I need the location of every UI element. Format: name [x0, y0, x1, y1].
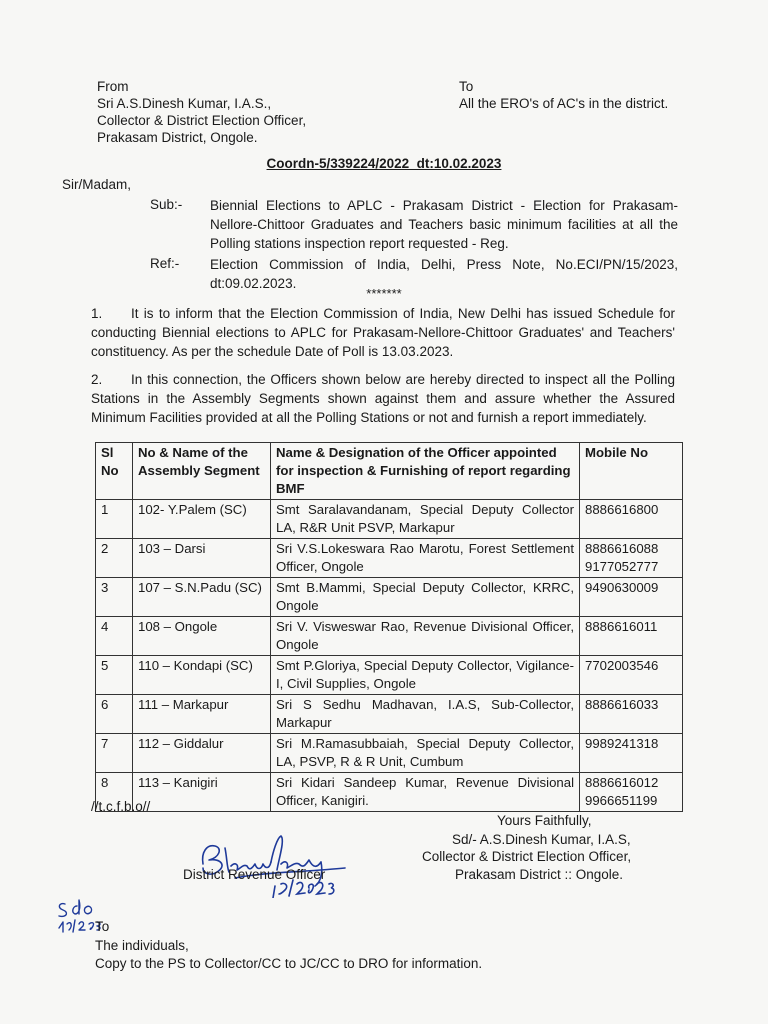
closing-yours-faithfully: Yours Faithfully, [497, 813, 592, 828]
mobile-number: 9966651199 [585, 793, 658, 808]
paragraph-number: 2. [91, 372, 103, 387]
cell-mobile [580, 656, 683, 695]
cell-mobile [580, 773, 683, 812]
table-row [96, 656, 683, 695]
mobile-number: 9490630009 [585, 580, 659, 595]
table-header-row [96, 443, 683, 500]
cell-segment: 110 – Kondapi (SC) [133, 656, 271, 695]
cell-sl: 7 [96, 734, 133, 773]
cell-sl: 6 [96, 695, 133, 734]
table-row [96, 695, 683, 734]
cell-mobile [580, 734, 683, 773]
cell-officer: Sri S Sedhu Madhavan, I.A.S, Sub-Collector, Markapur [271, 695, 580, 734]
dro-title: District Revenue Officer [183, 867, 326, 882]
reference-number: Coordn-5/339224/2022 dt:10.02.2023 [266, 156, 502, 171]
ref-text: Election Commission of India, Delhi, Press Note, No.ECI/PN/15/2023, dt:09.02.2023. [210, 257, 678, 291]
from-name: Sri A.S.Dinesh Kumar, I.A.S., [97, 96, 272, 111]
cell-officer: Sri M.Ramasubbaiah, Special Deputy Collector, LA, PSVP, R & R Unit, Cumbum [271, 734, 580, 773]
cell-segment: 113 – Kanigiri [133, 773, 271, 812]
header-sl-no: Sl No [96, 443, 133, 500]
recipients-copy: Copy to the PS to Collector/CC to JC/CC to DRO for information. [95, 956, 483, 971]
cell-sl: 4 [96, 617, 133, 656]
from-district: Prakasam District, Ongole. [97, 130, 258, 145]
mobile-number: 8886616800 [585, 502, 659, 517]
table-row [96, 773, 683, 812]
cell-sl: 2 [96, 539, 133, 578]
officers-table [95, 442, 683, 812]
mobile-number: 8886616011 [585, 619, 658, 634]
to-block [459, 78, 668, 112]
table-row [96, 539, 683, 578]
cell-segment: 112 – Giddalur [133, 734, 271, 773]
recipients-to-label: To [95, 919, 110, 934]
table-row [96, 617, 683, 656]
paragraph-text: It is to inform that the Election Commission of India, New Delhi has issued Schedule for conducting Biennial elections to APLC for Prakasam-Nellore-Chittoor Graduates' and Teachers' constituency. As per the schedule Date of Poll is 13.03.2023. [91, 306, 675, 359]
mobile-number: 8886616088 [585, 541, 659, 556]
paragraph-1 [91, 304, 675, 361]
recipients-individuals: The individuals, [95, 938, 189, 953]
closing-signatory-name: Sd/- A.S.Dinesh Kumar, I.A.S, [452, 832, 631, 847]
to-recipient: All the ERO's of AC's in the district. [459, 96, 669, 111]
cell-officer: Smt B.Mammi, Special Deputy Collector, KRRC, Ongole [271, 578, 580, 617]
dro-signature-icon [195, 828, 355, 898]
cell-sl: 5 [96, 656, 133, 695]
cell-officer: Smt Saralavandanam, Special Deputy Collector LA, R&R Unit PSVP, Markapur [271, 500, 580, 539]
cell-officer: Smt P.Gloriya, Special Deputy Collector, Vigilance-I, Civil Supplies, Ongole [271, 656, 580, 695]
paragraph-number: 1. [91, 306, 103, 321]
mobile-number: 8886616033 [585, 697, 659, 712]
to-label: To [459, 79, 474, 94]
header-officer: Name & Designation of the Officer appointed for inspection & Furnishing of report regarding BMF [271, 443, 580, 500]
tcfbo-note: //t.c.f.b.o// [91, 799, 151, 814]
cell-officer: Sri Kidari Sandeep Kumar, Revenue Divisional Officer, Kanigiri. [271, 773, 580, 812]
subject-text: Biennial Elections to APLC - Prakasam District - Election for Prakasam-Nellore-Chittoor Graduates and Teachers basic minimum facilities at all the Polling stations inspection report requested - Reg. [210, 198, 678, 251]
cell-sl: 1 [96, 500, 133, 539]
cell-officer: Sri V. Visweswar Rao, Revenue Divisional Officer, Ongole [271, 617, 580, 656]
cell-segment: 107 – S.N.Padu (SC) [133, 578, 271, 617]
cell-sl: 8 [96, 773, 133, 812]
cell-mobile [580, 539, 683, 578]
closing-signatory-district: Prakasam District :: Ongole. [455, 867, 624, 882]
mobile-number: 9177052777 [585, 559, 659, 574]
cell-mobile [580, 578, 683, 617]
mobile-number: 9989241318 [585, 736, 659, 751]
table-row [96, 578, 683, 617]
paragraph-2 [91, 370, 675, 427]
from-designation: Collector & District Election Officer, [97, 113, 307, 128]
cell-segment: 108 – Ongole [133, 617, 271, 656]
cell-sl: 3 [96, 578, 133, 617]
mobile-number: 8886616012 [585, 775, 659, 790]
separator: ******* [366, 286, 402, 301]
cell-segment: 103 – Darsi [133, 539, 271, 578]
table-row [96, 500, 683, 539]
subject-label: Sub:- [150, 197, 183, 212]
cell-segment: 102- Y.Palem (SC) [133, 500, 271, 539]
mobile-number: 7702003546 [585, 658, 659, 673]
header-mobile: Mobile No [580, 443, 683, 500]
salutation: Sir/Madam, [62, 177, 132, 192]
from-label: From [97, 79, 129, 94]
cell-mobile [580, 617, 683, 656]
closing-signatory-designation: Collector & District Election Officer, [422, 849, 632, 864]
cell-mobile [580, 500, 683, 539]
cell-mobile [580, 695, 683, 734]
ref-label: Ref:- [150, 256, 180, 271]
paragraph-text: In this connection, the Officers shown below are hereby directed to inspect all the Polling Stations in the Assembly Segments shown against them and assure whether the Assured Minimum Facilities provided at all the Polling Stations or not and furnish a report immediately. [91, 372, 675, 425]
cell-segment: 111 – Markapur [133, 695, 271, 734]
header-segment: No & Name of the Assembly Segment [133, 443, 271, 500]
table-row [96, 734, 683, 773]
cell-officer: Sri V.S.Lokeswara Rao Marotu, Forest Settlement Officer, Ongole [271, 539, 580, 578]
from-block [97, 78, 306, 146]
